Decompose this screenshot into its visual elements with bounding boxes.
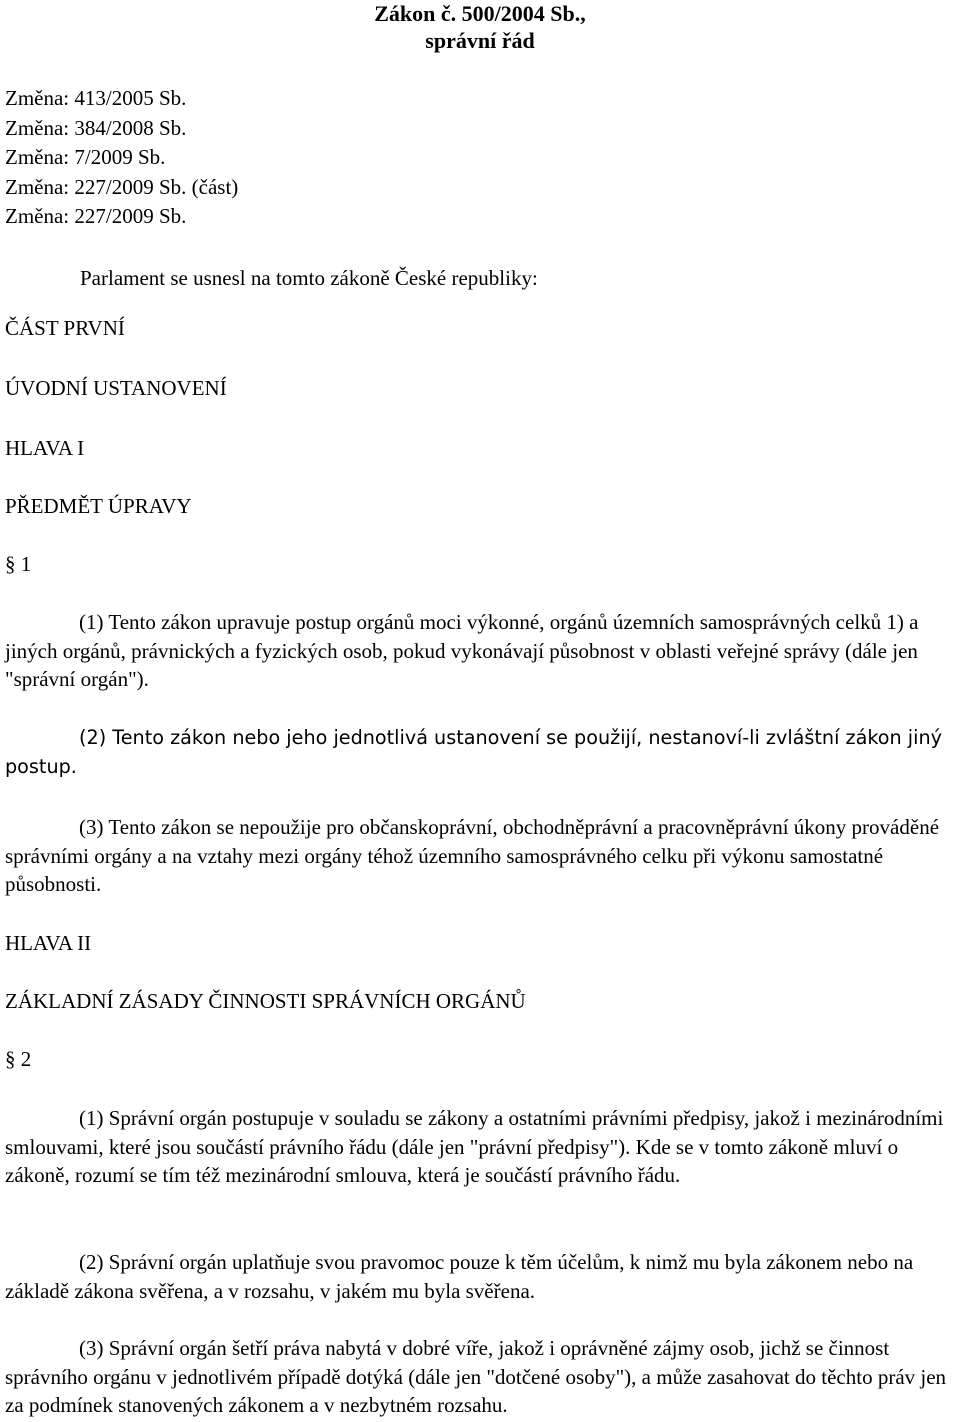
amendment-item: Změna: 413/2005 Sb. [5,86,187,110]
chapter-2-label: HLAVA II [5,931,92,955]
preamble: Parlament se usnesl na tomto zákoně České republiky: [80,266,538,290]
part-title: ÚVODNÍ USTANOVENÍ [5,376,227,400]
title-line-1: Zákon č. 500/2004 Sb., [374,1,586,26]
chapter-2-title: ZÁKLADNÍ ZÁSADY ČINNOSTI SPRÁVNÍCH ORGÁNŮ [5,989,526,1013]
chapter-1-title: PŘEDMĚT ÚPRAVY [5,494,192,518]
section-1-paragraph-1: (1) Tento zákon upravuje postup orgánů moci výkonné, orgánů územních samosprávných celků 1) a jiných orgánů, právnických a fyzických osob, pokud vykonávají působnost v oblasti veřejné správy (dále jen "správní orgán"). [5,610,919,691]
chapter-1-label: HLAVA I [5,436,85,460]
title-line-2: správní řád [425,28,535,53]
amendment-item: Změna: 227/2009 Sb. (část) [5,174,239,199]
amendment-item: Změna: 384/2008 Sb. [5,115,187,140]
section-1-heading: § 1 [5,552,32,576]
section-2-heading: § 2 [5,1047,32,1071]
amendment-item: Změna: 227/2009 Sb. [5,204,187,228]
section-2-paragraph-3: (3) Správní orgán šetří práva nabytá v dobré víře, jakož i oprávněné zájmy osob, jichž se činnost správního orgánu v jednotlivém případě dotýká (dále jen "dotčené osoby"), a může zasahovat do těchto práv jen za podmínek stanovených zákonem a v nezbytném rozsahu. [5,1336,947,1417]
part-label: ČÁST PRVNÍ [5,316,125,340]
section-1-paragraph-3: (3) Tento zákon se nepoužije pro občanskoprávní, obchodněprávní a pracovněprávní úkony prováděné správními orgány a na vztahy mezi orgány téhož územního samosprávného celku při výkonu samostatné působnosti. [5,815,940,896]
amendment-item: Změna: 7/2009 Sb. [5,145,166,169]
amendments-list [5,84,238,232]
document-title [300,0,660,54]
section-1-paragraph-2: (2) Tento zákon nebo jeho jednotlivá ustanovení se použijí, nestanoví-li zvláštní zákon jiný postup. [5,726,942,778]
section-2-paragraph-1: (1) Správní orgán postupuje v souladu se zákony a ostatními právními předpisy, jakož i mezinárodními smlouvami, které jsou součástí právního řádu (dále jen "právní předpisy"). Kde se v tomto zákoně mluví o zákoně, rozumí se tím též mezinárodní smlouva, která je součástí právního řádu. [5,1106,944,1187]
section-2-paragraph-2: (2) Správní orgán uplatňuje svou pravomoc pouze k těm účelům, k nimž mu byla zákonem nebo na základě zákona svěřena, a v rozsahu, v jakém mu byla svěřena. [5,1250,914,1303]
